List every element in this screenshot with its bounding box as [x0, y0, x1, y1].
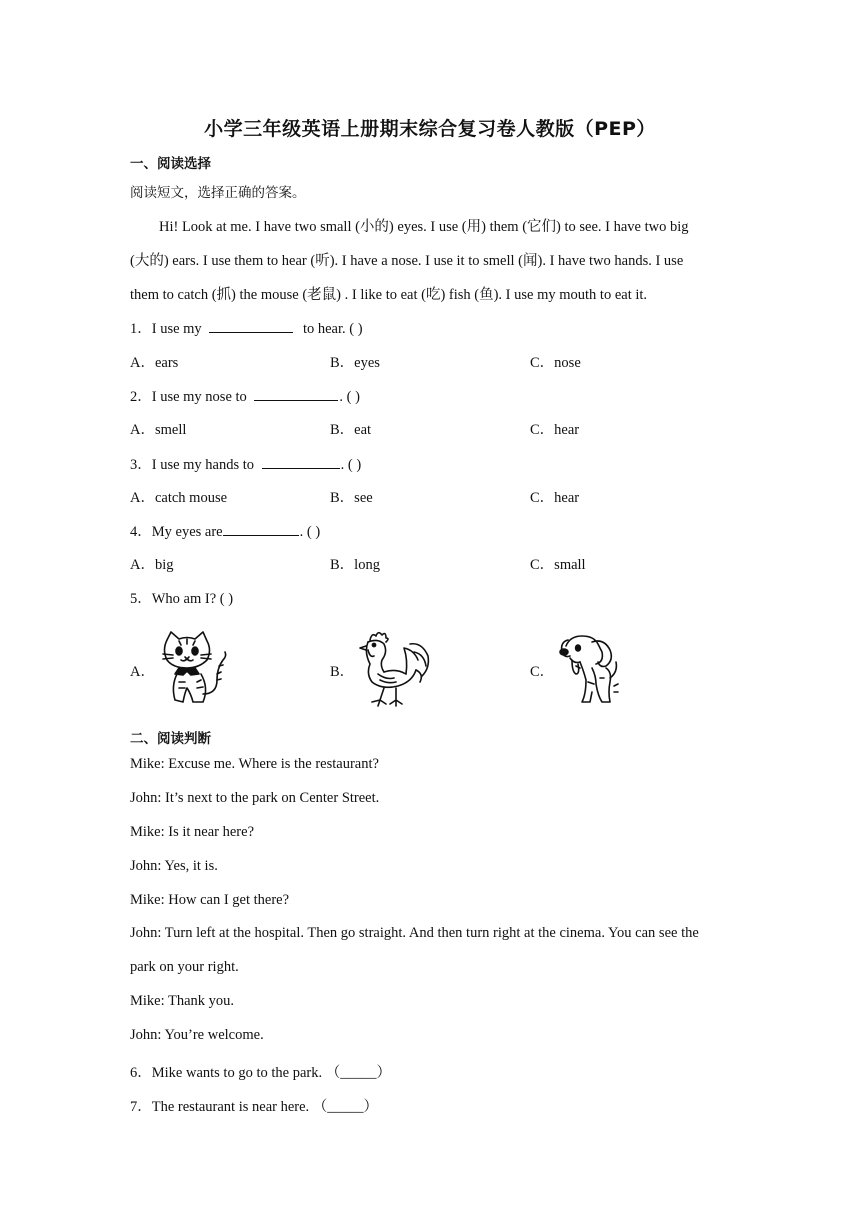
question-4-stem-end: . ( ) [299, 524, 321, 540]
question-2 [130, 385, 360, 406]
q3-option-b[interactable]: B．see [330, 490, 373, 506]
dialogue-line-6: John: Turn left at the hospital. Then go straight. And then turn right at the cinema. You can see the [130, 925, 699, 941]
dialogue-line-7: park on your right. [130, 959, 239, 975]
question-3-stem-end: . ( ) [340, 457, 362, 473]
passage-line-1: Hi! Look at me. I have two small (小的) eyes. I use (用) them (它们) to see. I have two big [159, 219, 689, 235]
passage-line-3: them to catch (抓) the mouse (老鼠) . I like to eat (吃) fish (鱼). I use my mouth to eat it. [130, 287, 648, 303]
question-6[interactable]: 6．Mike wants to go to the park. （_____） [130, 1065, 391, 1081]
q2-option-b[interactable]: B．eat [330, 422, 372, 438]
section1-heading: 一、阅读选择 [130, 156, 211, 172]
dialogue-line-3: Mike: Is it near here? [130, 824, 255, 840]
passage-line-2: (大的) ears. I use them to hear (听). I have a nose. I use it to smell (闻). I have two hands. I use [130, 253, 684, 269]
q3-option-c[interactable]: C．hear [530, 490, 580, 506]
dog-icon[interactable] [556, 632, 622, 706]
question-4-stem: 4．My eyes are [130, 524, 223, 540]
q4-option-b[interactable]: B．long [330, 557, 380, 573]
section1-instruction: 阅读短文，选择正确的答案。 [130, 185, 306, 201]
cat-icon[interactable] [157, 630, 229, 706]
answer-blank-3[interactable] [262, 456, 340, 469]
dialogue-line-4: John: Yes, it is. [130, 858, 218, 874]
section2-heading: 二、阅读判断 [130, 731, 211, 747]
q1-option-c[interactable]: C．nose [530, 355, 581, 371]
q5-option-b[interactable]: B． [330, 664, 355, 680]
page-title: 小学三年级英语上册期末综合复习卷人教版（PEP） [204, 118, 656, 140]
dialogue-line-8: Mike: Thank you. [130, 993, 235, 1009]
question-5: 5．Who am I? ( ) [130, 591, 234, 607]
dialogue-line-1: Mike: Excuse me. Where is the restaurant? [130, 756, 379, 772]
question-1 [130, 317, 363, 338]
question-1-stem-end: to hear. ( ) [299, 321, 363, 337]
q2-option-c[interactable]: C．hear [530, 422, 580, 438]
question-7[interactable]: 7．The restaurant is near here. （_____） [130, 1099, 379, 1115]
q1-option-a[interactable]: A．ears [130, 355, 179, 371]
rooster-icon[interactable] [358, 630, 434, 708]
dialogue-line-5: Mike: How can I get there? [130, 892, 290, 908]
q5-option-c[interactable]: C． [530, 664, 555, 680]
question-4 [130, 520, 320, 541]
q5-option-a[interactable]: A． [130, 664, 155, 680]
question-3 [130, 453, 361, 474]
answer-blank-1[interactable] [209, 320, 293, 333]
question-3-stem: 3．I use my hands to [130, 457, 258, 473]
dialogue-line-9: John: You’re welcome. [130, 1027, 264, 1043]
q2-option-a[interactable]: A．smell [130, 422, 187, 438]
question-1-stem: 1．I use my [130, 321, 206, 337]
question-2-stem: 2．I use my nose to [130, 389, 251, 405]
q4-option-a[interactable]: A．big [130, 557, 174, 573]
q1-option-b[interactable]: B．eyes [330, 355, 380, 371]
dialogue-line-2: John: It’s next to the park on Center Street. [130, 790, 380, 806]
answer-blank-4[interactable] [223, 523, 299, 536]
q3-option-a[interactable]: A．catch mouse [130, 490, 228, 506]
q4-option-c[interactable]: C．small [530, 557, 586, 573]
question-2-stem-end: . ( ) [339, 389, 360, 405]
answer-blank-2[interactable] [254, 388, 338, 401]
